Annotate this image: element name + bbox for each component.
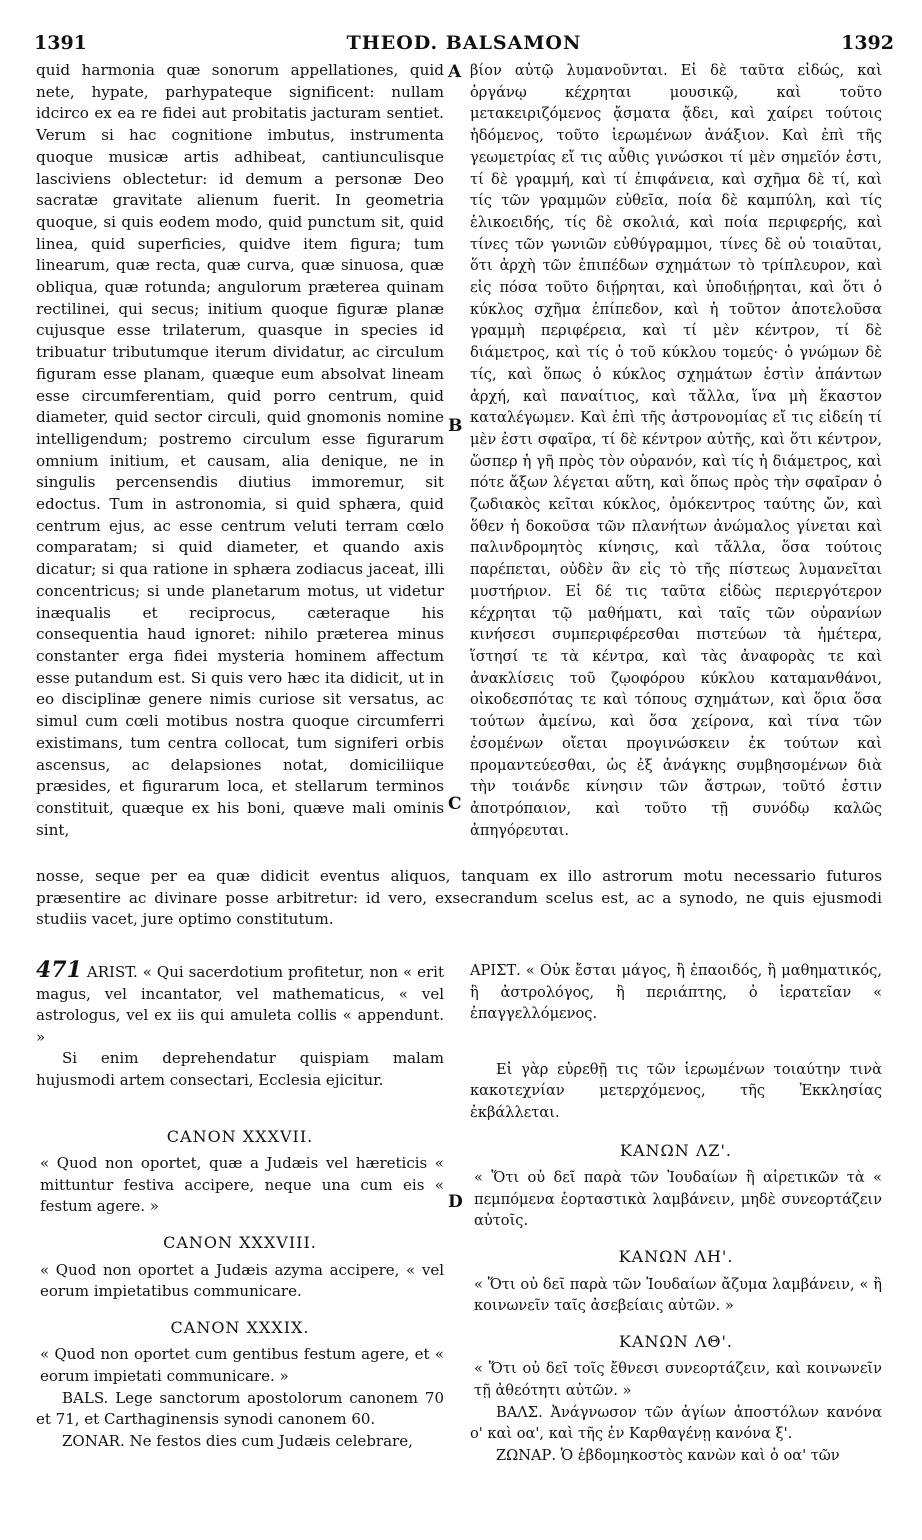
greek-canon-39-text: « Ὅτι οὐ δεῖ τοῖς ἔθνεσι συνεορτάζειν, καὶ κοινωνεῖν τῇ ἀθεότητι αὐτῶν. »	[474, 1360, 882, 1399]
bals-latin: BALS. Lege sanctorum apostolorum canonem 70 et 71, et Carthaginensis synodi canonem 60.	[36, 1388, 444, 1429]
arist-latin	[36, 957, 444, 1048]
full-width-paragraph: nosse, seque per ea quæ didicit eventus aliquos, tanquam ex illo astrorum motu necessario futuros præsentire ac divinare posse arbitretur: id vero, exsecrandum scelus est, ac a synodo, ne quis ejusmodi studiis vacet, jure optimo constitutum.	[36, 867, 882, 929]
zonar-latin: ZONAR. Ne festos dies cum Judæis celebrare,	[62, 1431, 413, 1450]
zonar-greek: ΖΩΝΑΡ. Ὁ ἑβδομηκοστὸς κανὼν καὶ ὁ οα' τῶν	[496, 1446, 840, 1464]
canon-38-title: CANON XXXVIII.	[163, 1232, 317, 1252]
margin-marker-c: C	[448, 794, 462, 814]
bals-greek: ΒΑΛΣ. Ἀνάγνωσον τῶν ἁγίων ἀποστόλων κανόνα ο' καὶ οα', καὶ τῆς ἐν Καρθαγένῃ κανόνα ξ'.	[470, 1403, 882, 1443]
greek-column	[470, 60, 882, 841]
section-number: 471	[36, 957, 82, 983]
greek-canons	[470, 960, 882, 1466]
greek-canon-38-text: « Ὅτι οὐ δεῖ παρὰ τῶν Ἰουδαίων ἄζυμα λαμβάνειν, « ἢ κοινωνεῖν ταῖς ἀσεβείαις αὐτῶν. »	[474, 1275, 882, 1315]
page-header	[34, 32, 894, 58]
margin-marker-b: B	[448, 416, 463, 436]
canon-37-title: CANON XXXVII.	[166, 1126, 314, 1146]
margin-marker-d: D	[448, 1192, 463, 1212]
canon-39-title: CANON XXXIX.	[170, 1317, 310, 1337]
arist-latin-note: Si enim deprehendatur quispiam malam hujusmodi artem consectari, Ecclesia ejicitur.	[36, 1049, 444, 1089]
greek-canon-38-title: ΚΑΝΩΝ ΛΗ'.	[618, 1246, 734, 1266]
greek-paragraph: βίον αὐτῷ λυμανοῦνται. Εἰ δὲ ταῦτα εἰδώς, καὶ ὀργάνῳ κέχρηται μουσικῷ, καὶ τοῦτο μετακειριζόμενος ᾄσματα ᾄδει, καὶ χαίρει τούτοις ἡδόμενος, τοῦτο ἱερωμένων ἀνάξιον. Καὶ ἐπὶ τῆς γεωμετρίας εἴ τις αὖθις γινώσκοι τί μὲν σημεῖόν ἐστι, τί δὲ γραμμή, καὶ τί ἐπιφάνεια, καὶ σχῆμα δὲ τί, καὶ τίς τῶν γραμμῶν εὐθεῖα, ποία δὲ καμπύλη, καὶ τίς ἑλικοειδής, τίς δὲ σκολιά, καὶ ποία περιφερής, καὶ τίνες τῶν γωνιῶν εὐθύγραμμοι, τίνες δὲ οὐ τοιαῦται, ὅτι ἀρχὴ τῶν ἐπιπέδων σχημάτων τὸ τρίπλευρον, καὶ εἰς πόσα τοῦτο διῄρηται, καὶ ὑποδιῄρηται, καὶ ὅτι ὁ κύκλος σχῆμα ἐπίπεδον, καὶ ἡ τοῦτον ἀποτελοῦσα γραμμὴ περιφέρεια, καὶ τί μὲν κέντρον, τί δὲ διάμετρος, καὶ τίς ὁ τοῦ κύκλου τομεύς· ὁ γνώμων δὲ τίς, καὶ ὅπως ὁ κύκλος σχημάτων ἐστὶν ἁπάντων ἀρχή, καὶ παναίτιος, καὶ τἄλλα, ἵνα μὴ ἕκαστον καταλέγωμεν. Καὶ ἐπὶ τῆς ἀστρονομίας εἴ τις εἰδείη τί μὲν ἐστι σφαῖρα, τί δὲ κέντρον αὐτῆς, καὶ ὅτι κέντρον, ὥσπερ ἡ γῆ πρὸς τὸν οὐρανόν, καὶ τίς ἡ διάμετρος, καὶ πότε ἄξων λέγεται αὕτη, καὶ ὅπως πρὸς τὴν σφαῖραν ὁ ζωδιακὸς κεῖται κύκλος, ὁμόκεντρος ταύτης ὤν, καὶ ὅθεν ἡ δοκοῦσα τῶν πλανήτων ἀνώμαλος γίνεται καὶ παλινδρομητὸς κίνησις, καὶ τἄλλα, ὅσα τούτοις παρέπεται, οὐδὲν ἂν εἰς τὸ τῆς πίστεως λυμανεῖται μυστήριον. Εἰ δέ τις ταῦτα εἰδὼς περιεργότερον κέχρηται τῷ μαθήματι, καὶ ταῖς τῶν οὐρανίων κινήσεσι συμπεριφέρεσθαι πιστεύων τὰ ἡμέτερα, ἵστησί τε τὰ κέντρα, καὶ τὰς ἀναφορὰς τε καὶ ἀνακλίσεις τοῦ ζῳοφόρου κύκλου καταμανθάνοι, οἰκοδεσπότας τε καὶ τόπους σχημάτων, καὶ ὅρια ὅσα τούτων ἀμείνω, καὶ ὅσα χείρονα, καὶ τίνα τῶν ἐσομένων οἴεται προγινώσκειν ἐκ τούτων καὶ προμαντεύεσθαι, ὡς ἐξ ἀνάγκης συμβησομένων διὰ τὴν τοιάνδε κίνησιν τῶν ἄστρων, τοῦτό ἐστιν ἀποτρόπαιον, καὶ τοῦτο τῇ συνόδῳ καλῶς ἀπηγόρευται.	[470, 62, 882, 839]
greek-canon-37-text: « Ὅτι οὐ δεῖ παρὰ τῶν Ἰουδαίων ἢ αἱρετικῶν τὰ « πεμπόμενα ἑορταστικὰ λαμβάνειν, μηδὲ συνεορτάζειν αὐτοῖς.	[474, 1169, 882, 1230]
latin-column	[36, 60, 444, 841]
margin-marker-a: A	[448, 62, 462, 82]
arist-greek: ΑΡΙΣΤ. « Οὐκ ἔσται μάγος, ἢ ἐπαοιδός, ἢ μαθηματικός, ἢ ἀστρολόγος, ἢ περιάπτης, ὁ ἱερατεῖαν « ἐπαγγελλόμενος.	[470, 962, 882, 1023]
canon-37-text: « Quod non oportet, quæ a Judæis vel hæreticis « mittuntur festiva accipere, neque una cum eis « festum agere. »	[40, 1154, 444, 1216]
greek-canon-37-title: ΚΑΝΩΝ ΛΖ'.	[619, 1140, 732, 1160]
greek-canon-39-title: ΚΑΝΩΝ ΛΘ'.	[618, 1331, 733, 1351]
page-number-right: 1392	[841, 32, 894, 54]
canon-39-text: « Quod non oportet cum gentibus festum agere, et « eorum impietati communicare. »	[40, 1345, 444, 1385]
latin-paragraph: quid harmonia quæ sonorum appellationes, quid nete, hypate, parhypateque significent: nullam idcirco ex ea re fidei aut probitatis jacturam sentiet. Verum si hac cognitione imbutus, instrumenta quoque musicæ artis adhibeat, cantiunculisque lasciviens oblectetur: id demum a personæ Deo sacratæ gravitate alienum fuerit. In geometria quoque, si quis eodem modo, quid punctum sit, quid linea, quid superficies, quidve item figura; tum linearum, quæ recta, quæ curva, quæ sinuosa, quæ obliqua, quæ rotunda; angulorum præterea quinam rectilinei, qui secus; initium quoque figuræ planæ cujusque esse trilaterum, quasque in species id tribuatur tributumque iterum dividatur, ac circulum figuram esse planam, quæque eum absolvat lineam esse circumferentiam, quid porro centrum, quid diameter, quid sector circuli, quid gnomonis nomine intelligendum; postremo circulum esse figurarum omnium initium, et causam, alia denique, ne in singulis percensendis diutius immoremur, sit edoctus. Tum in astronomia, si quid sphæra, quid centrum ejus, ac esse centrum veluti terram cœlo comparatam; si quid diameter, et quando axis dicatur; si qua ratione in sphæra zodiacus jaceat, illi concentricus; si unde planetarum motus, ut videtur inæqualis et reciprocus, cæteraque his consequentia haud ignoret: nihilo præterea minus constanter erga fidei mysteria hominem affectum esse putandum est. Si quis vero hæc ita didicit, ut in eo disciplinæ genere nimis curiose sit versatus, ac simul cum cœli motibus nostra quoque circumferri existimans, tum centra collocat, tum signiferi orbis ascensus, ac delapsiones notat, domiciliique præsides, et figurarum loca, et stellarum terminos constituit, quæque ex his boni, quæve mali ominis sint,	[36, 61, 444, 839]
arist-latin-text: ARIST. « Qui sacerdotium profitetur, non « erit magus, vel incantator, vel mathematicus, « vel astrologus, vel ex iis qui amuleta collis « appendunt. »	[36, 963, 444, 1046]
page-number-left: 1391	[34, 32, 87, 54]
running-title: THEOD. BALSAMON	[346, 32, 582, 54]
canon-38-text: « Quod non oportet a Judæis azyma accipere, « vel eorum impietatibus communicare.	[40, 1260, 444, 1301]
arist-greek-note: Εἰ γὰρ εὑρεθῇ τις τῶν ἱερωμένων τοιαύτην τινὰ κακοτεχνίαν μετερχόμενος, τῆς Ἐκκλησίας ἐκβάλλεται.	[470, 1060, 882, 1121]
latin-canons	[36, 957, 444, 1452]
